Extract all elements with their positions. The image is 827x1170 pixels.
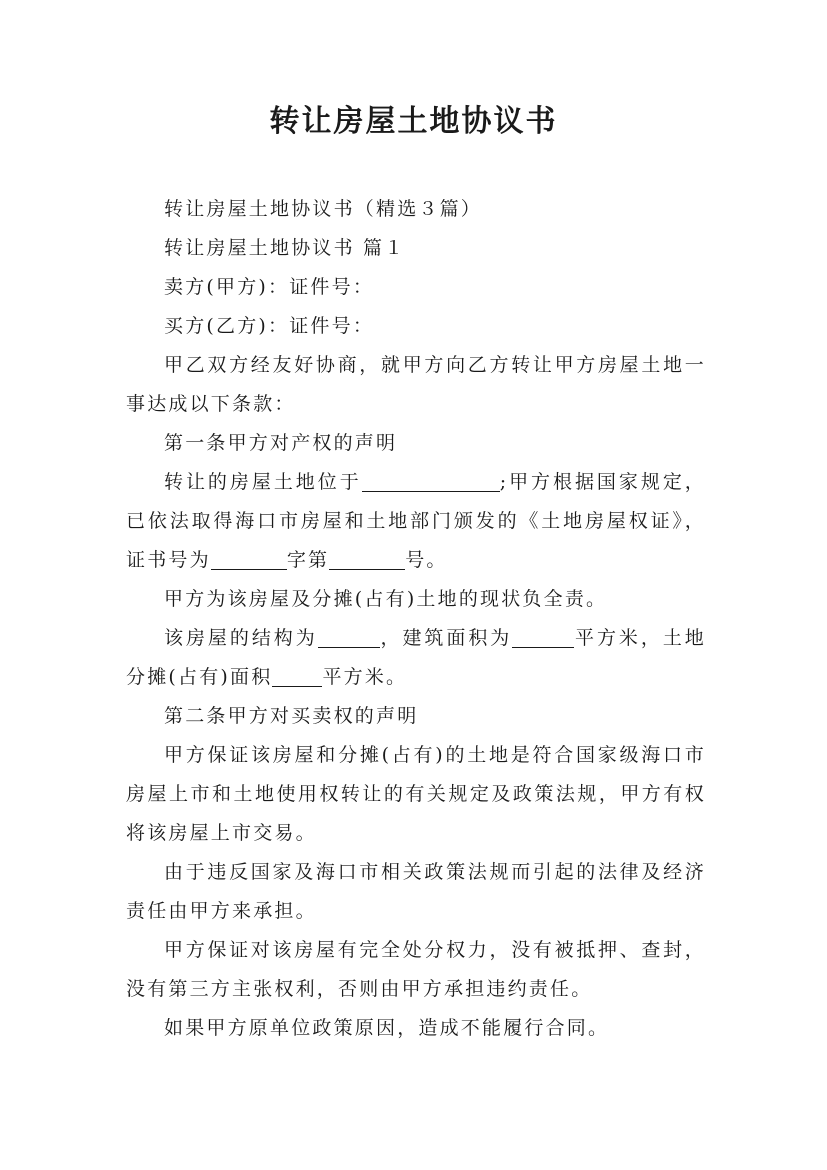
location-blank (362, 471, 500, 492)
article2-heading: 第二条甲方对买卖权的声明 (164, 705, 419, 727)
seller-line: 卖方(甲方)：证件号： (164, 276, 375, 298)
article2-paragraph-4: 如果甲方原单位政策原因，造成不能履行合同。 (164, 1017, 610, 1039)
land-area-blank (272, 666, 322, 687)
article2-paragraph-1: 甲方保证该房屋和分摊(占有)的土地是符合国家级海口市房屋上市和土地使用权转让的有关规定及政策法规，甲方有权将该房屋上市交易。 (126, 744, 706, 844)
article1-p1-text-2: ;甲方根据国家规定，已依法取得海口市房屋和土地部门颁发的《土地房屋权证》，证书号为 (126, 471, 706, 571)
article1-p1-text-3: 字第 (286, 549, 330, 571)
article1-p3-text-3: 平方米，土地分摊(占有)面积 (126, 627, 707, 688)
article1-p1-text-4: 号。 (405, 549, 448, 571)
document-subtitle: 转让房屋土地协议书（精选３篇） (164, 198, 483, 220)
certificate-sequence-blank (329, 549, 405, 570)
document-body (126, 190, 706, 1048)
article1-paragraph-responsibility: 甲方为该房屋及分摊(占有)土地的现状负全责。 (164, 588, 608, 610)
article2-paragraph-3: 甲方保证对该房屋有完全处分权力，没有被抵押、查封，没有第三方主张权利，否则由甲方承担违约责任。 (126, 939, 706, 1000)
structure-blank (318, 627, 380, 648)
certificate-number-blank (211, 549, 287, 570)
buyer-line: 买方(乙方)：证件号： (164, 315, 375, 337)
article1-p1-text-1: 转让的房屋土地位于 (164, 471, 362, 493)
document-title: 转让房屋土地协议书 (269, 104, 558, 139)
article1-p3-text-2: ，建筑面积为 (379, 627, 513, 649)
article1-heading: 第一条甲方对产权的声明 (164, 432, 398, 454)
article1-paragraph-location (126, 463, 706, 580)
article1-p3-text-1: 该房屋的结构为 (164, 627, 318, 649)
section-heading: 转让房屋土地协议书 篇１ (164, 237, 406, 259)
building-area-blank (512, 627, 574, 648)
article1-p3-text-4: 平方米。 (322, 666, 408, 688)
article2-paragraph-2: 由于违反国家及海口市相关政策法规而引起的法律及经济责任由甲方来承担。 (126, 861, 706, 922)
article1-paragraph-structure (126, 619, 706, 697)
intro-paragraph: 甲乙双方经友好协商，就甲方向乙方转让甲方房屋土地一事达成以下条款： (126, 354, 706, 415)
